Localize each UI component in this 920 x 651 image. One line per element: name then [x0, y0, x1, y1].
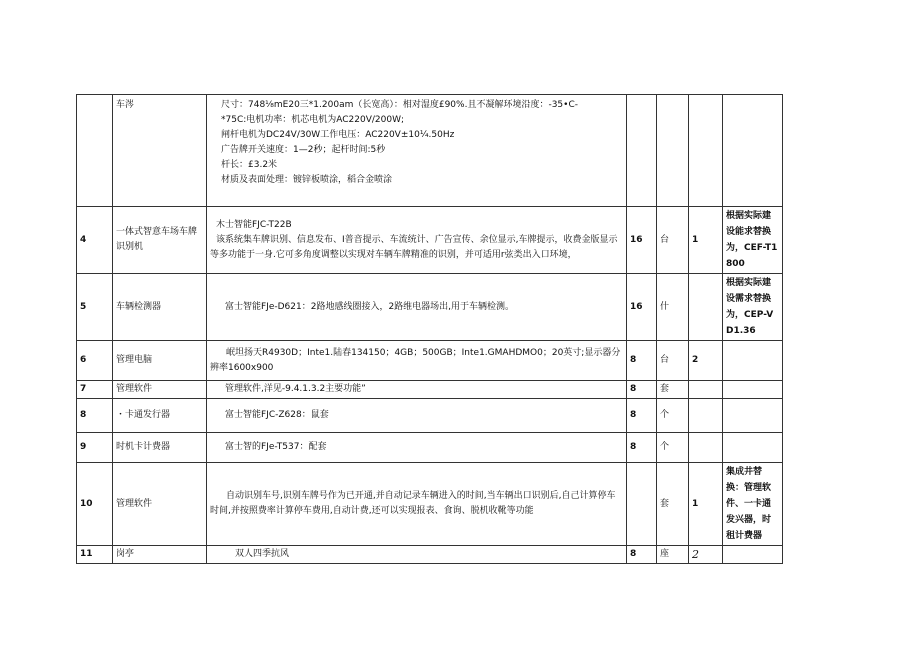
quantity: 8 — [627, 546, 657, 564]
item-name: 车辆检测器 — [113, 274, 207, 341]
desc-line: 材质及表面处理：镀锌板喷涂，稻合金喷涂 — [221, 175, 393, 185]
multiplier: 1 — [689, 207, 723, 274]
desc-line: 富士智能FJC-Z628：鼠套 — [225, 410, 329, 420]
remark: 根据实际建设能求替换为，CEF-T1800 — [723, 207, 783, 274]
remark — [723, 546, 783, 564]
row-number: 9 — [77, 433, 113, 463]
unit: 套 — [657, 381, 689, 399]
equipment-spec-table — [76, 94, 783, 564]
item-name: 管理软件 — [113, 463, 207, 546]
quantity: 16 — [627, 207, 657, 274]
unit: 个 — [657, 433, 689, 463]
desc-line: 富士智的FJe-T537：配套 — [225, 442, 327, 452]
item-name: 时机卡计费器 — [113, 433, 207, 463]
item-name: 一体式智意车场车牌识别机 — [113, 207, 207, 274]
multiplier — [689, 274, 723, 341]
item-description — [207, 381, 627, 399]
item-name: 车涔 — [113, 95, 207, 207]
quantity: 8 — [627, 341, 657, 381]
desc-line: *75C:电机功率：机芯电机为AC220V/200W; — [221, 115, 405, 125]
table-row — [77, 463, 783, 546]
table-row — [77, 546, 783, 564]
multiplier: 2 — [689, 546, 723, 564]
item-description — [207, 399, 627, 433]
row-number: 10 — [77, 463, 113, 546]
remark — [723, 95, 783, 207]
multiplier — [689, 433, 723, 463]
multiplier — [689, 381, 723, 399]
unit: 台 — [657, 341, 689, 381]
remark — [723, 381, 783, 399]
table-row — [77, 207, 783, 274]
row-number: 6 — [77, 341, 113, 381]
desc-line: 尺寸：748⅛mE20三*1.200am（长宽高）：相对湿度£90%.且不凝解环境沿度：-35•C- — [221, 100, 578, 110]
multiplier: 1 — [689, 463, 723, 546]
quantity — [627, 95, 657, 207]
table-row — [77, 399, 783, 433]
row-number: 5 — [77, 274, 113, 341]
desc-line: 闸杆电机为DC24V/30W工作电压：AC220V±10¼.50Hz — [221, 130, 455, 140]
item-description — [207, 207, 627, 274]
item-description — [207, 341, 627, 381]
unit: 座 — [657, 546, 689, 564]
item-name: 管理软件 — [113, 381, 207, 399]
unit: 个 — [657, 399, 689, 433]
multiplier: 2 — [689, 341, 723, 381]
item-description — [207, 463, 627, 546]
item-description — [207, 546, 627, 564]
remark — [723, 341, 783, 381]
multiplier — [689, 399, 723, 433]
remark: 根据实际建设需求替换为，CEP-VD1.36 — [723, 274, 783, 341]
table-row — [77, 433, 783, 463]
desc-line: 杆长：£3.2米 — [221, 160, 278, 170]
item-name: ・卡通发行器 — [113, 399, 207, 433]
item-description — [207, 433, 627, 463]
quantity: 8 — [627, 399, 657, 433]
unit: 台 — [657, 207, 689, 274]
quantity: 8 — [627, 381, 657, 399]
desc-line: 岷坦扬天R4930D；Inte1.陆春134150；4GB；500GB；Inte1.GMAHDMO0；20英寸;显示器分辨率1600x900 — [210, 347, 621, 373]
item-name: 管理电脑 — [113, 341, 207, 381]
row-number — [77, 95, 113, 207]
unit — [657, 95, 689, 207]
table-row — [77, 381, 783, 399]
row-number: 11 — [77, 546, 113, 564]
desc-line: 管理软件,洋见-9.4.1.3.2主要功能” — [225, 384, 366, 394]
row-number: 7 — [77, 381, 113, 399]
desc-line: 自动识别车号,识别车牌号作为已开通,并自动记录车辆进入的时间,当车辆出口识别后,自己计算停车时间,并按照费率计算停车费用,自动计费,还可以实现报表、食询、脱机收靴等功能 — [210, 491, 616, 516]
desc-line: 富士智能FJe-D621：2路地感线圈接入，2路维电器场出,用于车辆检测。 — [225, 301, 515, 312]
unit: 什 — [657, 274, 689, 341]
unit: 套 — [657, 463, 689, 546]
table-row — [77, 341, 783, 381]
remark — [723, 433, 783, 463]
multiplier — [689, 95, 723, 207]
desc-line: 木士智能FJC-T22B — [216, 219, 292, 230]
row-number: 8 — [77, 399, 113, 433]
desc-line: 双人四季抗风 — [235, 549, 290, 559]
table-row — [77, 274, 783, 341]
quantity: 16 — [627, 274, 657, 341]
item-name: 岗亭 — [113, 546, 207, 564]
desc-line: 该系统集车牌识别、信息发布、I普音提示、车流统计、广告宣传、余位显示,车牌提示，收费金版显示等多功能于一身.它可多角度调整以实现对车辆车牌精准的识别，并可适用r弦类出入口环境， — [210, 234, 618, 260]
quantity: 8 — [627, 433, 657, 463]
row-number: 4 — [77, 207, 113, 274]
table-row — [77, 95, 783, 207]
remark — [723, 399, 783, 433]
item-description — [207, 95, 627, 207]
remark: 集成井替换：管理软件、一卡通发兴器，时租计费器 — [723, 463, 783, 546]
quantity — [627, 463, 657, 546]
desc-line: 广告牌开关速度：1—2秒；起杆时间:5秒 — [221, 145, 386, 155]
item-description — [207, 274, 627, 341]
